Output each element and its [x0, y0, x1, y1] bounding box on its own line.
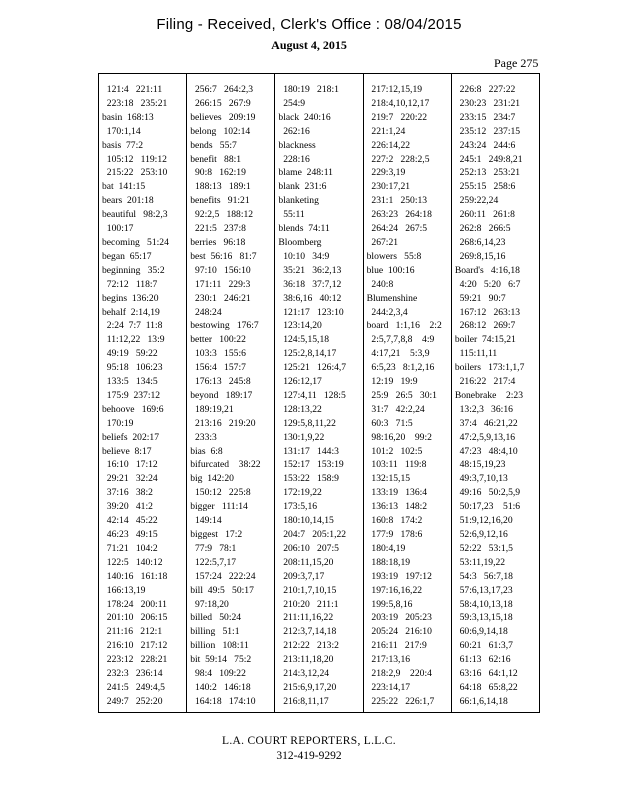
index-entry: 230:17,21 — [366, 181, 411, 193]
index-entry: 132:15,15 — [366, 473, 411, 485]
index-entry: 210:20 211:1 — [278, 598, 339, 610]
index-entry: 121:4 221:11 — [102, 84, 163, 95]
index-entry: 218:2,9 220:4 — [366, 668, 432, 680]
word-index-table — [98, 73, 540, 713]
index-entry: 215:22 253:10 — [102, 167, 168, 179]
index-entry: 90:8 162:19 — [190, 167, 246, 179]
index-entry: 122:5 140:12 — [102, 556, 163, 568]
index-entry: 233:15 234:7 — [454, 111, 516, 123]
index-entry: blue 100:16 — [366, 264, 415, 276]
index-entry: 124:5,15,18 — [278, 334, 330, 346]
index-entry: 178:24 200:11 — [102, 598, 167, 610]
index-entry: begins 136:20 — [102, 292, 159, 304]
index-entry: 243:24 244:6 — [454, 139, 516, 151]
index-entry: 150:12 225:8 — [190, 487, 251, 499]
index-entry: 100:17 — [102, 223, 134, 235]
index-entry: 213:11,18,20 — [278, 654, 334, 666]
index-entry: 66:1,6,14,18 — [454, 695, 508, 707]
index-entry: 255:15 258:6 — [454, 181, 516, 193]
index-entry: believe 8:17 — [102, 445, 152, 457]
index-column-1 — [99, 74, 187, 712]
index-entry: belong 102:14 — [190, 125, 251, 137]
index-entry: benefits 91:21 — [190, 195, 250, 207]
index-entry: 221:5 237:8 — [190, 223, 246, 235]
index-entry: 149:14 — [190, 515, 222, 527]
index-entry: Board's 4:16,18 — [454, 264, 520, 276]
index-entry: 153:22 158:9 — [278, 473, 339, 485]
index-entry: 36:18 37:7,12 — [278, 278, 342, 290]
index-entry: 49:19 59:22 — [102, 348, 158, 360]
index-entry: 226:8 227:22 — [454, 84, 516, 95]
index-entry: 205:24 216:10 — [366, 626, 432, 638]
index-entry: behalf 2:14,19 — [102, 306, 160, 318]
index-entry: 180:4,19 — [366, 542, 406, 554]
index-entry: bill 49:5 50:17 — [190, 584, 254, 596]
index-entry: 136:13 148:2 — [366, 501, 428, 513]
index-entry: 262:16 — [278, 125, 310, 137]
index-entry: believes 209:19 — [190, 111, 256, 123]
index-entry: 214:3,12,24 — [278, 668, 330, 680]
index-entry: basis 77:2 — [102, 139, 144, 151]
index-entry: 131:17 144:3 — [278, 445, 339, 457]
index-entry: 180:19 218:1 — [278, 84, 339, 95]
index-entry: 46:23 49:15 — [102, 529, 158, 540]
index-entry: berries 96:18 — [190, 236, 246, 248]
index-entry: 48:15,19,23 — [454, 459, 506, 471]
index-entry: 268:12 269:7 — [454, 320, 516, 332]
index-entry: 10:10 34:9 — [278, 250, 330, 262]
index-entry: 248:24 — [190, 306, 222, 318]
index-entry: 228:16 — [278, 153, 310, 165]
index-entry: 133:5 134:5 — [102, 376, 158, 388]
index-entry: 252:13 253:21 — [454, 167, 521, 179]
index-entry: 217:13,16 — [366, 654, 411, 666]
index-entry: 63:16 64:1,12 — [454, 668, 518, 680]
index-entry: beliefs 202:17 — [102, 431, 160, 443]
index-entry: bigger 111:14 — [190, 501, 248, 513]
index-entry: 103:11 119:8 — [366, 459, 427, 471]
index-entry: Blumenshine — [366, 292, 418, 304]
index-entry: 115:11,11 — [454, 348, 498, 360]
index-entry: 217:12,15,19 — [366, 84, 423, 95]
index-entry: 47:2,5,9,13,16 — [454, 431, 516, 443]
index-entry: black 240:16 — [278, 111, 331, 123]
index-entry: benefit 88:1 — [190, 153, 242, 165]
index-entry: 266:15 267:9 — [190, 97, 251, 109]
index-entry: 49:16 50:2,5,9 — [454, 487, 521, 499]
index-entry: Bloomberg — [278, 236, 322, 248]
index-entry: 244:2,3,4 — [366, 306, 408, 318]
index-entry: 233:3 — [190, 431, 217, 443]
index-entry: 54:3 56:7,18 — [454, 570, 513, 582]
index-column-4 — [364, 74, 452, 712]
index-entry: 156:4 157:7 — [190, 362, 246, 374]
index-entry: 188:18,19 — [366, 556, 411, 568]
index-entry: boilers 173:1,1,7 — [454, 362, 525, 374]
index-entry: 64:18 65:8,22 — [454, 681, 518, 693]
index-entry: blowers 55:8 — [366, 250, 422, 262]
index-entry: 193:19 197:12 — [366, 570, 432, 582]
index-entry: 201:10 206:15 — [102, 612, 168, 624]
index-entry: 269:8,15,16 — [454, 250, 506, 262]
index-entry: bifurcated 38:22 — [190, 459, 261, 471]
index-entry: 160:8 174:2 — [366, 515, 423, 527]
index-entry: better 100:22 — [190, 334, 246, 346]
index-entry: 172:19,22 — [278, 487, 322, 499]
footer-company: L.A. COURT REPORTERS, L.L.C. — [222, 735, 396, 747]
index-entry: 29:21 32:24 — [102, 473, 158, 485]
index-entry: boiler 74:15,21 — [454, 334, 516, 346]
index-entry: 240:8 — [366, 278, 394, 290]
index-entry: 125:2,8,14,17 — [278, 348, 337, 360]
index-entry: big 142:20 — [190, 473, 234, 485]
index-entry: 47:23 48:4,10 — [454, 445, 518, 457]
index-entry: billed 50:24 — [190, 612, 242, 624]
index-entry: 259:22,24 — [454, 195, 499, 207]
index-entry: 25:9 26:5 30:1 — [366, 389, 437, 401]
index-entry: 199:5,8,16 — [366, 598, 413, 610]
index-entry: 235:12 237:15 — [454, 125, 521, 137]
index-entry: 167:12 263:13 — [454, 306, 521, 318]
index-entry: 260:11 261:8 — [454, 209, 515, 221]
index-entry: beginning 35:2 — [102, 264, 165, 276]
index-entry: 2:5,7,7,8,8 4:9 — [366, 334, 435, 346]
index-entry: 72:12 118:7 — [102, 278, 158, 290]
index-entry: 55:11 — [278, 209, 305, 221]
index-entry: 170:1,14 — [102, 125, 141, 137]
index-entry: 231:1 250:13 — [366, 195, 428, 207]
index-entry: 268:6,14,23 — [454, 236, 506, 248]
index-entry: 175:9 237:12 — [102, 389, 161, 401]
index-entry: 12:19 19:9 — [366, 376, 418, 388]
index-entry: 180:10,14,15 — [278, 515, 334, 527]
index-entry: 133:19 136:4 — [366, 487, 428, 499]
filing-date: August 4, 2015 — [271, 38, 347, 52]
index-column-5 — [452, 74, 539, 712]
index-entry: 210:1,7,10,15 — [278, 584, 337, 596]
index-entry: blank 231:6 — [278, 181, 327, 193]
index-entry: bias 6:8 — [190, 445, 223, 457]
index-entry: 216:22 217:4 — [454, 376, 516, 388]
index-entry: 51:9,12,16,20 — [454, 515, 513, 527]
index-entry: 4:17,21 5:3,9 — [366, 348, 430, 360]
index-entry: 37:4 46:21,22 — [454, 417, 518, 429]
index-entry: 208:11,15,20 — [278, 556, 334, 568]
index-entry: bears 201:18 — [102, 195, 154, 207]
index-entry: 16:10 17:12 — [102, 459, 158, 471]
index-entry: 129:5,8,11,22 — [278, 417, 336, 429]
index-entry: 223:18 235:21 — [102, 97, 168, 109]
index-entry: 188:13 189:1 — [190, 181, 251, 193]
index-entry: 11:12,22 13:9 — [102, 334, 165, 346]
index-entry: 209:3,7,17 — [278, 570, 325, 582]
index-entry: 216:8,11,17 — [278, 695, 329, 707]
index-entry: billing 51:1 — [190, 626, 240, 638]
index-entry: 157:24 222:24 — [190, 570, 256, 582]
index-entry: 212:22 213:2 — [278, 640, 339, 652]
index-entry: 52:22 53:1,5 — [454, 542, 513, 554]
index-column-3 — [275, 74, 363, 712]
footer-phone: 312-419-9292 — [276, 750, 342, 762]
index-entry: 227:2 228:2,5 — [366, 153, 430, 165]
index-entry: bends 55:7 — [190, 139, 237, 151]
index-entry: 218:4,10,12,17 — [366, 97, 430, 109]
index-entry: 215:6,9,17,20 — [278, 681, 337, 693]
index-entry: 59:3,13,15,18 — [454, 612, 513, 624]
index-entry: 170:19 — [102, 417, 134, 429]
index-entry: 50:17,23 51:6 — [454, 501, 521, 513]
index-entry: 203:19 205:23 — [366, 612, 432, 624]
index-entry: 241:5 249:4,5 — [102, 681, 165, 693]
index-entry: 176:13 245:8 — [190, 376, 251, 388]
index-entry: 211:11,16,22 — [278, 612, 334, 624]
index-entry: 223:12 228:21 — [102, 654, 168, 666]
index-entry: Bonebrake 2:23 — [454, 389, 524, 401]
index-entry: 126:12,17 — [278, 376, 322, 388]
index-entry: 171:11 229:3 — [190, 278, 251, 290]
index-entry: 232:3 236:14 — [102, 668, 163, 680]
index-entry: 121:17 123:10 — [278, 306, 344, 318]
index-entry: 98:4 109:22 — [190, 668, 246, 680]
index-entry: 6:5,23 8:1,2,16 — [366, 362, 435, 374]
index-entry: 216:11 217:9 — [366, 640, 427, 652]
index-entry: 245:1 249:8,21 — [454, 153, 523, 165]
index-entry: 60:6,9,14,18 — [454, 626, 508, 638]
index-entry: 211:16 212:1 — [102, 626, 163, 638]
index-entry: 204:7 205:1,22 — [278, 529, 347, 540]
index-entry: 262:8 266:5 — [454, 223, 511, 235]
index-entry: 140:2 146:18 — [190, 681, 251, 693]
index-entry: 61:13 62:16 — [454, 654, 511, 666]
index-entry: 264:24 267:5 — [366, 223, 428, 235]
index-entry: 213:16 219:20 — [190, 417, 256, 429]
index-entry: 216:10 217:12 — [102, 640, 168, 652]
index-entry: 77:9 78:1 — [190, 542, 237, 554]
index-entry: behoove 169:6 — [102, 403, 164, 415]
index-entry: bit 59:14 75:2 — [190, 654, 252, 666]
index-entry: blame 248:11 — [278, 167, 333, 179]
index-entry: 60:3 71:5 — [366, 417, 413, 429]
index-entry: 95:18 106:23 — [102, 362, 163, 374]
index-entry: 128:13,22 — [278, 403, 322, 415]
index-entry: 122:5,7,17 — [190, 556, 237, 568]
index-entry: 35:21 36:2,13 — [278, 264, 342, 276]
index-entry: beyond 189:17 — [190, 389, 253, 401]
index-entry: blends 74:11 — [278, 223, 330, 235]
index-entry: 249:7 252:20 — [102, 695, 163, 707]
index-entry: bestowing 176:7 — [190, 320, 259, 332]
index-entry: 267:21 — [366, 236, 399, 248]
index-entry: 37:16 38:2 — [102, 487, 153, 499]
index-entry: 4:20 5:20 6:7 — [454, 278, 521, 290]
index-entry: basin 168:13 — [102, 111, 154, 123]
index-entry: becoming 51:24 — [102, 236, 169, 248]
index-entry: 123:14,20 — [278, 320, 322, 332]
index-entry: 97:10 156:10 — [190, 264, 251, 276]
index-entry: 58:4,10,13,18 — [454, 598, 513, 610]
index-entry: 263:23 264:18 — [366, 209, 432, 221]
index-entry: 127:4,11 128:5 — [278, 389, 346, 401]
index-entry: 221:1,24 — [366, 125, 406, 137]
index-entry: 189:19,21 — [190, 403, 234, 415]
index-entry: best 56:16 81:7 — [190, 250, 257, 262]
index-entry: 152:17 153:19 — [278, 459, 344, 471]
index-entry: 52:6,9,12,16 — [454, 529, 508, 540]
index-entry: 53:11,19,22 — [454, 556, 506, 568]
index-entry: 230:23 231:21 — [454, 97, 521, 109]
filing-stamp-line: Filing - Received, Clerk's Office : 08/04/2015 — [156, 16, 462, 33]
index-entry: 212:3,7,14,18 — [278, 626, 337, 638]
index-entry: 59:21 90:7 — [454, 292, 506, 304]
index-entry: 49:3,7,10,13 — [454, 473, 508, 485]
index-entry: began 65:17 — [102, 250, 152, 262]
index-entry: 229:3,19 — [366, 167, 406, 179]
index-entry: 101:2 102:5 — [366, 445, 423, 457]
index-entry: 206:10 207:5 — [278, 542, 339, 554]
index-entry: blanketing — [278, 195, 319, 207]
index-column-2 — [187, 74, 275, 712]
index-entry: 105:12 119:12 — [102, 153, 167, 165]
index-entry: 2:24 7:7 11:8 — [102, 320, 163, 332]
index-entry: 98:16,20 99:2 — [366, 431, 432, 443]
index-entry: bat 141:15 — [102, 181, 146, 193]
index-entry: 103:3 155:6 — [190, 348, 246, 360]
index-entry: blackness — [278, 139, 316, 151]
index-entry: 197:16,16,22 — [366, 584, 423, 596]
index-entry: 254:9 — [278, 97, 306, 109]
index-entry: 13:2,3 36:16 — [454, 403, 513, 415]
index-entry: 38:6,16 40:12 — [278, 292, 342, 304]
index-entry: 39:20 41:2 — [102, 501, 153, 513]
index-entry: 125:21 126:4,7 — [278, 362, 347, 374]
index-entry: 42:14 45:22 — [102, 515, 158, 527]
index-entry: 166:13,19 — [102, 584, 146, 596]
index-entry: beautiful 98:2,3 — [102, 209, 168, 221]
index-entry: 223:14,17 — [366, 681, 411, 693]
index-entry: 71:21 104:2 — [102, 542, 158, 554]
index-entry: 31:7 42:2,24 — [366, 403, 425, 415]
index-entry: billion 108:11 — [190, 640, 249, 652]
index-entry: 177:9 178:6 — [366, 529, 423, 540]
index-entry: 57:6,13,17,23 — [454, 584, 513, 596]
index-entry: 173:5,16 — [278, 501, 318, 513]
index-entry: 92:2,5 188:12 — [190, 209, 254, 221]
index-entry: 256:7 264:2,3 — [190, 84, 254, 95]
index-entry: 97:18,20 — [190, 598, 229, 610]
index-entry: 226:14,22 — [366, 139, 411, 151]
index-entry: 60:21 61:3,7 — [454, 640, 513, 652]
index-entry: board 1:1,16 2:2 — [366, 320, 442, 332]
index-entry: 164:18 174:10 — [190, 695, 256, 707]
index-entry: biggest 17:2 — [190, 529, 243, 540]
index-entry: 219:7 220:22 — [366, 111, 428, 123]
page-number: Page 275 — [494, 56, 539, 70]
index-entry: 130:1,9,22 — [278, 431, 325, 443]
index-entry: 225:22 226:1,7 — [366, 695, 435, 707]
index-entry: 140:16 161:18 — [102, 570, 168, 582]
index-entry: 230:1 246:21 — [190, 292, 251, 304]
